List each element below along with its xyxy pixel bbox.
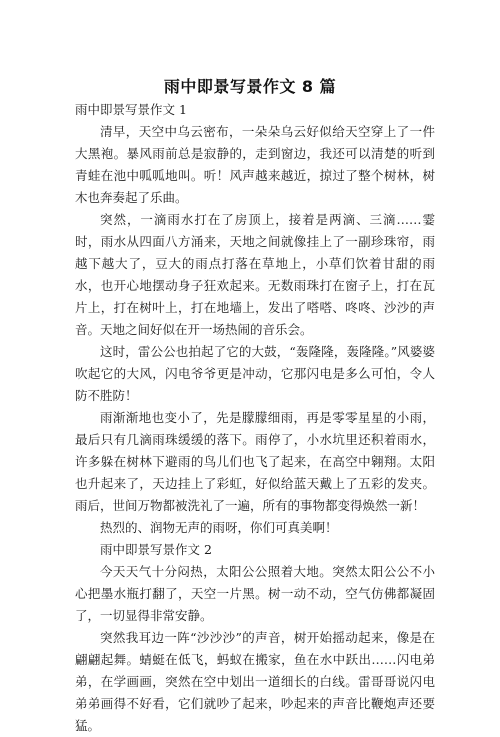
document-body <box>75 99 435 737</box>
essay-2-paragraph: 突然我耳边一阵“沙沙沙”的声音，树开始摇动起来，像是在翩翩起舞。蜻蜓在低飞，蚂蚁在搬家，鱼在水中跃出……闪电弟弟，在学画画，突然在空中划出一道细长的白线。雷哥哥说闪电弟弟画得不好看，它们就吵了起来，吵起来的声音比鞭炮声还要猛。 <box>75 630 435 733</box>
essay-1-paragraph: 突然，一滴雨水打在了房顶上，接着是两滴、三滴……霎时，雨水从四面八方涌来，天地之间就像挂上了一副珍珠帘，雨越下越大了，豆大的雨点打落在草地上，小草们饮着甘甜的雨水，也开心地摆动身子狂欢起来。无数雨珠打在窗子上，打在瓦片上，打在树叶上，打在地墙上，发出了嗒嗒、咚咚、沙沙的声音。天地之间好似在开一场热闹的音乐会。 <box>75 212 435 337</box>
essay-1-paragraph: 热烈的、润物无声的雨呀，你们可真美啊！ <box>100 520 338 535</box>
essay-1-paragraph: 这时，雷公公也拍起了它的大鼓，“轰隆隆，轰隆隆。”风婆婆吹起它的大风，闪电爷爷更是冲动，它那闪电是多么可怕，令人防不胜防！ <box>75 344 435 403</box>
essay-2-heading: 雨中即景写景作文 2 <box>100 542 212 557</box>
essay-2-paragraph: 今天天气十分闷热，太阳公公照着大地。突然太阳公公不小心把墨水瓶打翻了，天空一片黑。树一动不动，空气仿佛都凝固了，一切显得非常安静。 <box>75 564 435 623</box>
essay-1-paragraph: 雨渐渐地也变小了，先是朦朦细雨，再是零零星星的小雨，最后只有几滴雨珠缓缓的落下。雨停了，小水坑里还积着雨水，许多躲在树林下避雨的鸟儿们也飞了起来，在高空中翱翔。太阳也升起来了，天边挂上了彩虹，好似给蓝天戴上了五彩的发夹。雨后，世间万物都被洗礼了一遍，所有的事物都变得焕然一新！ <box>75 410 435 513</box>
essay-1-paragraph: 清早，天空中乌云密布，一朵朵乌云好似给天空穿上了一件大黑袍。暴风雨前总是寂静的，走到窗边，我还可以清楚的听到青蛙在池中呱呱地叫。听！风声越来越近，掠过了整个树林，树木也奔奏起了乐曲。 <box>75 124 435 205</box>
document-title: 雨中即景写景作文 8 篇 <box>163 77 337 96</box>
essay-1-heading: 雨中即景写景作文 1 <box>75 102 187 117</box>
